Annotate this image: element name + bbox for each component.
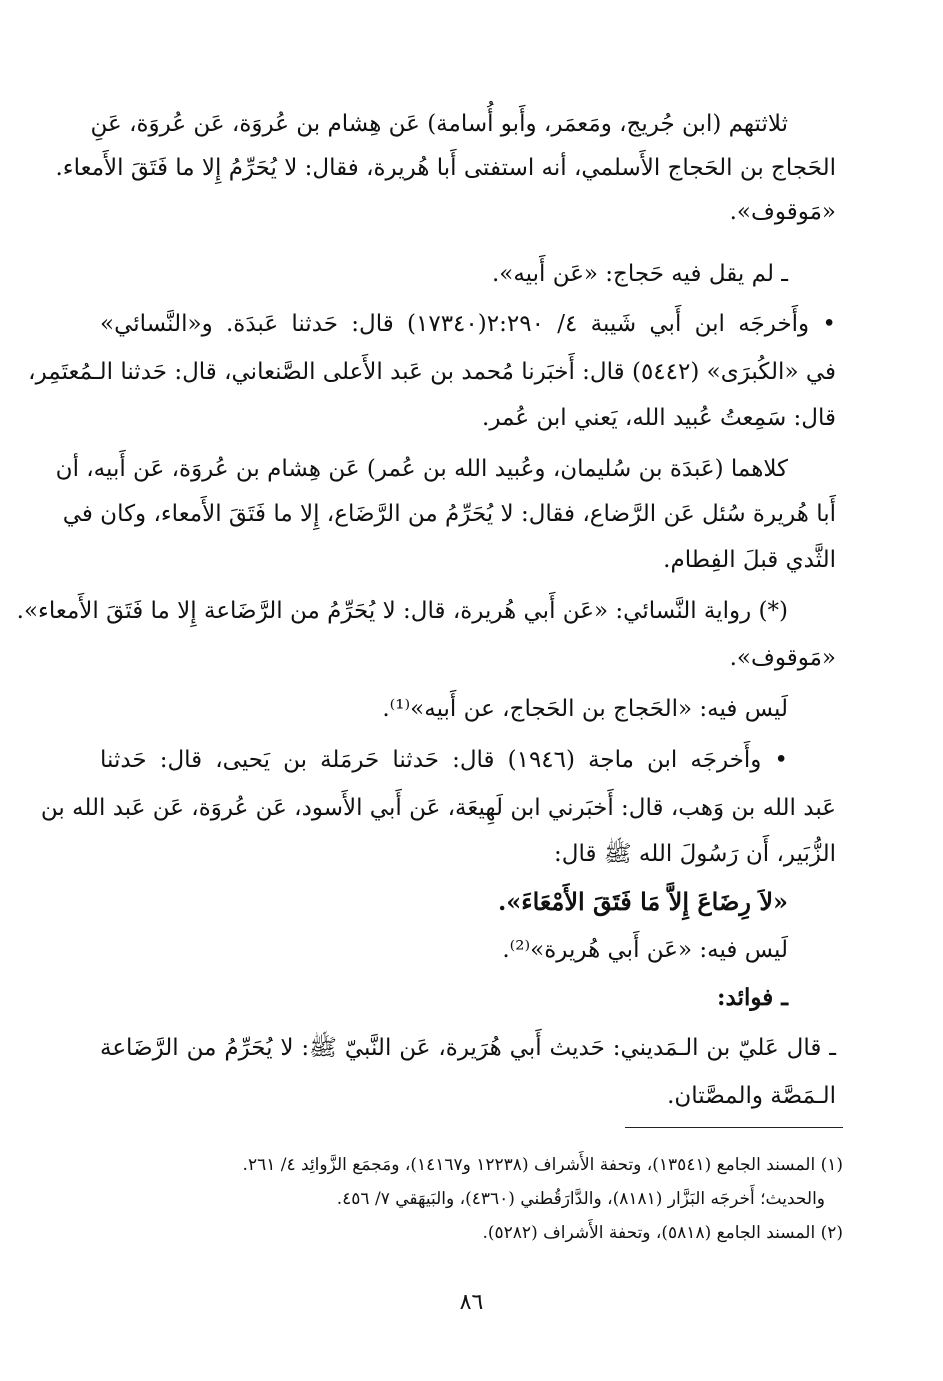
text-line: الزُّبَير، أَن رَسُولَ الله ﷺ قال: [554,841,836,867]
text-line: (*) رواية النَّسائي: «عَن أَبي هُريرة، قال: لا يُحَرِّمُ من الرَّضَاعة إِلا ما فَتَقَ الأَمعاء». [16,598,788,624]
hadith-text: «لاَ رِضَاعَ إِلاَّ مَا فَتَقَ الأَمْعَاءَ». [497,887,788,916]
footnote: (٢) المسند الجامع (٥٨١٨)، وتحفة الأَشراف (٥٢٨٢). [482,1223,843,1243]
text-line: الحَجاج بن الحَجاج الأَسلمي، أنه استفتى أَبا هُريرة، فقال: لا يُحَرِّمُ إِلا ما فَتَقَ الأَمعاء. [55,155,836,181]
text-line: «مَوقوف». [729,199,836,225]
text-line: الثَّدي قبلَ الفِطام. [663,547,836,573]
text-line: لَيس فيه: «عَن أَبي هُريرة»⁽²⁾. [502,937,788,963]
text-line: • وأَخرجَه ابن أَبي شَيبة ٤/ ٢:٢٩٠(١٧٣٤٠) قال: حَدثنا عَبدَة. و«النَّسائي» [100,311,837,337]
footnote: (١) المسند الجامع (١٣٥٤١)، وتحفة الأَشراف (١٢٢٣٨ و١٤١٦٧)، ومَجمَع الزَّوائِد ٤/ ٢٦١. [242,1155,843,1175]
text-line: في «الكُبرَى» (٥٤٤٢) قال: أَخبَرنا مُحمد بن عَبد الأَعلى الصَّنعاني، قال: حَدثنا الـمُعتَمِر، [28,359,836,385]
text-line: الـمَصَّة والمصَّتان. [667,1083,836,1109]
text-line: ـ لم يقل فيه حَجاج: «عَن أَبيه». [491,261,788,287]
text-line: كلاهما (عَبدَة بن سُليمان، وعُبيد الله بن عُمر) عَن هِشام بن عُروَة، عَن أَبيه، أن [55,456,788,482]
text-line: قال: سَمِعتُ عُبيد الله، يَعني ابن عُمر. [482,405,836,431]
text-line: عَبد الله بن وَهب، قال: أَخبَرني ابن لَهِيعَة، عَن أَبي الأَسود، عَن عُروَة، عَن عَبد الله بن [40,795,836,821]
text-line: «مَوقوف». [729,645,836,671]
footnote-divider [625,1127,843,1128]
text-line: ـ قال عَليّ بن الـمَديني: حَديث أَبي هُرَيرة، عَن النَّبيّ ﷺ: لا يُحَرِّمُ من الرَّضَاعة [100,1035,836,1061]
footnote: والحديث؛ أَخرجَه البَزَّار (٨١٨١)، والدَّارَقُطني (٤٣٦٠)، والبَيهَقي ٧/ ٤٥٦. [336,1189,825,1209]
page-number: ٨٦ [459,1290,484,1315]
text-line: • وأَخرجَه ابن ماجة (١٩٤٦) قال: حَدثنا حَرمَلة بن يَحيى، قال: حَدثنا [100,747,788,773]
text-line: لَيس فيه: «الحَجاج بن الحَجاج، عن أَبيه»⁽¹⁾. [382,696,788,722]
text-line: أَبا هُريرة سُئل عَن الرَّضاع، فقال: لا يُحَرِّمُ من الرَّضَاع، إِلا ما فَتَقَ الأَمعاء، وكان في [62,501,836,527]
section-heading: ـ فوائد: [717,984,788,1011]
text-line: ثلاثتهم (ابن جُريج، ومَعمَر، وأَبو أُسامة) عَن هِشام بن عُروَة، عَن عُروَة، عَنِ [90,111,788,137]
